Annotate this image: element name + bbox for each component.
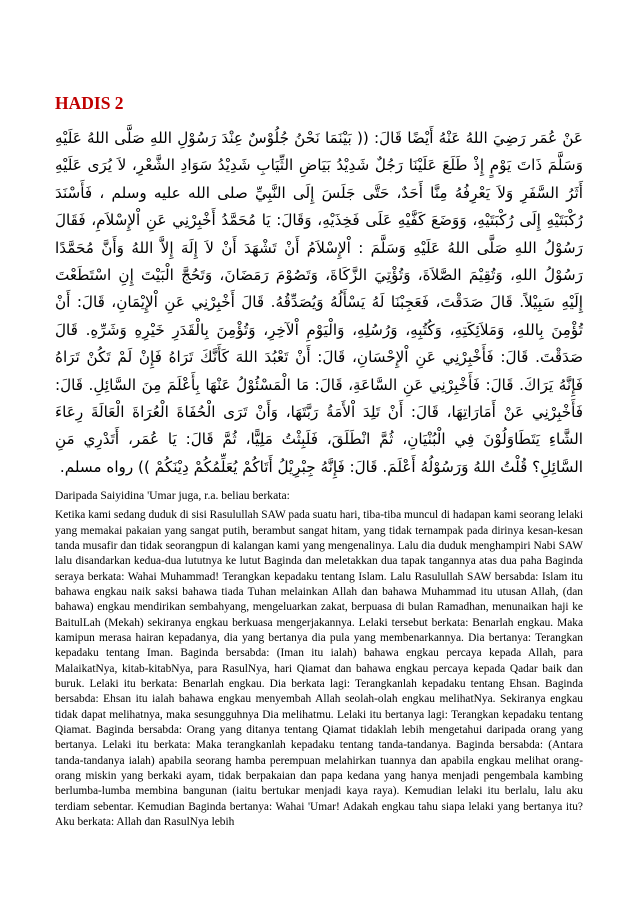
document-page (55, 93, 583, 831)
page-title: HADIS 2 (55, 93, 124, 113)
translation-body: Ketika kami sedang duduk di sisi Rasulullah SAW pada suatu hari, tiba-tiba muncul di hadapan kami seorang lelaki yang memakai pakaian yang sangat putih, berambut sangat hitam, yang tidak ternampak pada dirinya kesan-kesan tanda musafir dan tidak seorangpun di kalangan kami yang mengenalinya. Lalu dia duduk menghampiri Nabi SAW lalu disandarkan kedua-dua lututnya ke lutut Baginda dan meletakkan dua tapak tangannya atas dua paha Baginda seraya berkata: Wahai Muhammad! Terangkan kepadaku tentang Islam. Lalu Rasulullah SAW bersabda: Islam itu bahawa engkau naik saksi bahawa tiada Tuhan melainkan Allah dan bahawa Muhammad itu utusan Allah, (dan bahawa) engkau mendirikan sembahyang, mengeluarkan zakat, berpuasa di bulan Ramadhan, menunaikan haji ke BaitulLah (Mekah) sekiranya engkau berkuasa mengerjakannya. Lelaki tersebut berkata: Benarlah engkau. Maka kamipun merasa hairan kepadanya, dia yang bertanya dia pula yang membenarkannya. Dia bertanya: Terangkan kepadaku tentang Iman. Baginda bersabda: (Iman itu ialah) bahawa engkau percaya kepada Allah, para MalaikatNya, kitab-kitabNya, para RasulNya, hari Qiamat dan bahawa engkau percaya kepada Qadar baik dan buruk. Lelaki itu berkata: Benarlah engkau. Dia berkata lagi: Terangkanlah kepadaku tentang Ehsan. Baginda bersabda: Ehsan itu ialah bahawa engkau menyembah Allah seolah-olah engkau melihatNya. Sekiranya engkau tidak dapat melihatnya, maka sesungguhnya Dia melihatmu. Lelaki itu bertanya lagi: Terangkan kepadaku tentang Qiamat. Baginda bersabda: Orang yang ditanya tentang Qiamat tidaklah lebih mengetahui daripada orang yang bertanya. Lelaki itu berkata: Maka terangkanlah kepadaku tentang tanda-tandanya. Baginda bersabda: (Antara tanda-tandanya ialah) apabila seorang hamba perempuan melahirkan tuannya dan apabila engkau melihat orang-orang miskin yang berkaki ayam, tidak berpakaian dan papa kedana yang hanya menjadi pengembala kambing berlumba-lumba membina bangunan (iaitu bertukar menjadi kaya raya). Kemudian lelaki itu berlalu, lalu aku terdiam sebentar. Kemudian Baginda bertanya: Wahai 'Umar! Adakah engkau tahu siapa lelaki yang bertanya itu? Aku berkata: Allah dan RasulNya lebih (55, 509, 583, 829)
translation-intro: Daripada Saiyidina 'Umar juga, r.a. beliau berkata: (55, 489, 290, 503)
arabic-hadith-text: عَنْ عُمَر رَضِيَ اللهُ عَنْهُ أَيْضًا قَالَ: (( بَيْنَمَا نَحْنُ جُلُوْسٌ عِنْدَ رَسُوْلِ اللهِ صَلَّى اللهُ عَلَيْهِ وَسَلَّمَ ذَاتَ يَوْمٍ إِذْ طَلَعَ عَلَيْنَا رَجُلٌ شَدِيْدُ بَيَاضِ الثِّيَابِ شَدِيْدُ سَوَادِ الشَّعْرِ، لاَ يُرَى عَلَيْهِ أَثَرُ السَّفَرِ وَلاَ يَعْرِفُهُ مِنَّا أَحَدٌ، حَتَّى جَلَسَ إِلَى النَّبِيِّ صلى الله عليه وسلم ، فَأَسْنَدَ رُكْبَتَيْهِ إِلَى رُكْبَتَيْهِ، وَوَضَعَ كَفَّيْهِ عَلَى فَخِذَيْهِ، وَقَالَ: يَا مُحَمَّدُ أَخْبِرْنِي عَنِ اْلإِسْلاَمِ، فَقَالَ رَسُوْلُ اللهِ صَلَّى اللهُ عَلَيْهِ وَسَلَّمَ : اْلإِسْلاَمُ أَنْ تَشْهَدَ أَنْ لاَ إِلَهَ إِلاَّ اللهُ وَأَنَّ مُحَمَّدًا رَسُوْلُ اللهِ، وَتُقِيْمَ الصَّلاَةَ، وَتُؤْتِيَ الزَّكَاةَ، وَتَصُوْمَ رَمَضَانَ، وَتَحُجَّ الْبَيْتَ إِنِ اسْتَطَعْتَ إِلَيْهِ سَبِيْلاً. قَالَ صَدَقْتَ، فَعَجِبْنَا لَهُ يَسْأَلُهُ وَيُصَدِّقُهُ. قَالَ أَخْبِرْنِي عَنِ اْلإِيْمَانِ، قَالَ: أَنْ تُؤْمِنَ بِاللهِ، وَمَلاَئِكَتِهِ، وَكُتُبِهِ، وَرُسُلِهِ، وَالْيَوْمِ اْلآخِرِ، وَتُؤْمِنَ بِالْقَدَرِ خَيْرِهِ وَشَرِّهِ. قَالَ صَدَقْتَ. قَالَ: فَأَخْبِرْنِي عَنِ اْلإِحْسَانِ، قَالَ: أَنْ تَعْبُدَ اللهَ كَأَنَّكَ تَرَاهُ فَإِنْ لَمْ تَكُنْ تَرَاهُ فَإِنَّهُ يَرَاكَ. قَالَ: فَأَخْبِرْنِي عَنِ السَّاعَةِ، قَالَ: مَا الْمَسْئُوْلُ عَنْهَا بِأَعْلَمَ مِنَ السَّائِلِ. قَالَ: فَأَخْبِرْنِي عَنْ أَمَارَاتِهَا، قَالَ: أَنْ تَلِدَ اْلأَمَةُ رَبَّتَهَا، وَأَنْ تَرَى الْحُفَاةَ الْعُرَاةَ الْعَالَةَ رِعَاءَ الشَّاءِ يَتَطَاوَلُوْنَ فِي الْبُنْيَانِ، ثُمَّ انْطَلَقَ، فَلَبِثْتُ مَلِيًّا، ثُمَّ قَالَ: يَا عُمَر، أَتَدْرِي مَنِ السَّائِلِ؟ قُلْتُ اللهُ وَرَسُوْلُهُ أَعْلَمَ. قَالَ: فَإِنَّهُ جِبْرِيْلُ أَتَاكُمْ يُعَلِّمُكُمْ دِيْنَكُمْ )) رواه مسلم. (55, 129, 583, 476)
